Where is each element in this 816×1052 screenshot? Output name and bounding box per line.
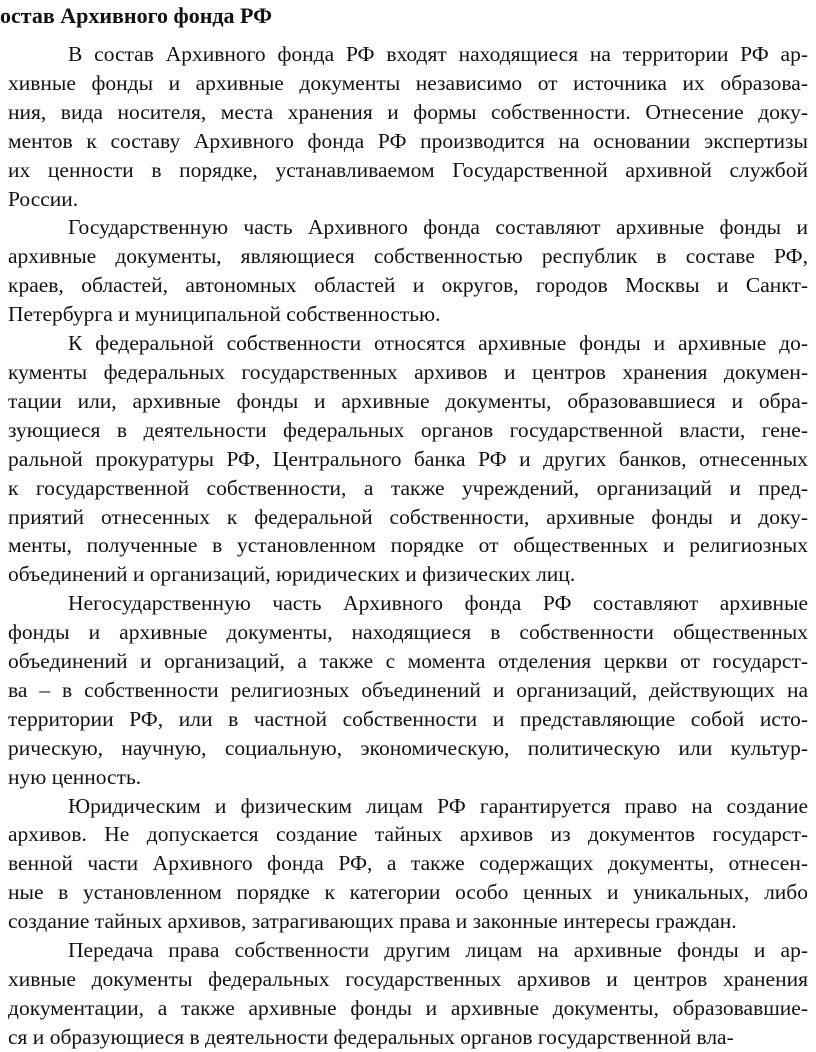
text-line: ментов к составу Архивного фонда РФ производится на основании экспертизы <box>8 128 808 153</box>
paragraph <box>8 792 808 937</box>
text-line: хивные фонды и архивные документы независимо от источника их образова- <box>8 70 808 95</box>
text-line: Юридическим и физическим лицам РФ гарантируется право на создание <box>68 793 808 818</box>
paragraph <box>8 936 808 1052</box>
text-line: архивные документы, являющиеся собственностью республик в составе РФ, <box>8 244 808 269</box>
text-line: ния, вида носителя, места хранения и формы собственности. Отнесение доку- <box>8 99 808 124</box>
text-line: кументы федеральных государственных архивов и центров хранения докумен- <box>8 359 808 384</box>
text-line: В состав Архивного фонда РФ входят находящиеся на территории РФ ар- <box>68 42 808 66</box>
text-line: их ценности в порядке, устанавливаемом Государственной архивной службой <box>8 157 808 182</box>
text-line: ва – в собственности религиозных объединений и организаций, действующих на <box>8 677 808 702</box>
text-line: ся и образующиеся в деятельности федеральных органов государственной вла- <box>8 1024 734 1049</box>
text-line: Негосударственную часть Архивного фонда РФ составляют архивные <box>68 591 808 616</box>
text-line: ральной прокуратуры РФ, Центрального банка РФ и других банков, отнесенных <box>8 446 808 471</box>
text-line: тации или, архивные фонды и архивные документы, образовавшиеся и обра- <box>8 388 808 413</box>
paragraph <box>8 329 808 589</box>
text-line: создание тайных архивов, затрагивающих права и законные интересы граждан. <box>8 909 737 934</box>
text-line: ную ценность. <box>8 764 142 789</box>
text-line: территории РФ, или в частной собственности и представляющие собой исто- <box>8 706 808 731</box>
text-line: Петербурга и муниципальной собственностью. <box>8 302 441 327</box>
text-line: хивные документы федеральных государственных архивов и центров хранения <box>8 967 808 991</box>
text-line: документации, а также архивные фонды и архивные документы, образовавшие- <box>8 995 808 1020</box>
text-line: Государственную часть Архивного фонда составляют архивные фонды и <box>68 215 808 240</box>
text-line: России. <box>8 186 79 211</box>
paragraph <box>8 589 808 791</box>
text-line: фонды и архивные документы, находящиеся в собственности общественных <box>8 620 808 645</box>
text-line: краев, областей, автономных областей и округов, городов Москвы и Санкт- <box>8 273 808 298</box>
text-line: ные в установленном порядке к категории особо ценных и уникальных, либо <box>8 880 808 905</box>
text-line: объединений и организаций, а также с момента отделения церкви от государст- <box>8 649 808 674</box>
text-line: Передача права собственности другим лицам на архивные фонды и ар- <box>68 938 808 963</box>
text-line: к государственной собственности, а также учреждений, организаций и пред- <box>8 475 808 500</box>
text-line: приятий отнесенных к федеральной собственности, архивные фонды и доку- <box>8 504 808 529</box>
text-line: зующиеся в деятельности федеральных органов государственной власти, гене- <box>8 417 808 442</box>
paragraph <box>8 40 808 213</box>
document-body <box>8 40 808 1052</box>
text-line: менты, полученные в установленном порядке от общественных и религиозных <box>8 533 808 558</box>
text-line: К федеральной собственности относятся архивные фонды и архивные до- <box>68 331 808 356</box>
section-heading: остав Архивного фонда РФ <box>0 3 273 28</box>
text-line: объединений и организаций, юридических и физических лиц. <box>8 562 576 587</box>
paragraph <box>8 213 808 329</box>
text-line: рическую, научную, социальную, экономическую, политическую или культур- <box>8 735 808 760</box>
text-line: архивов. Не допускается создание тайных архивов из документов государст- <box>8 822 808 847</box>
text-line: венной части Архивного фонда РФ, а также содержащих документы, отнесен- <box>8 851 808 876</box>
